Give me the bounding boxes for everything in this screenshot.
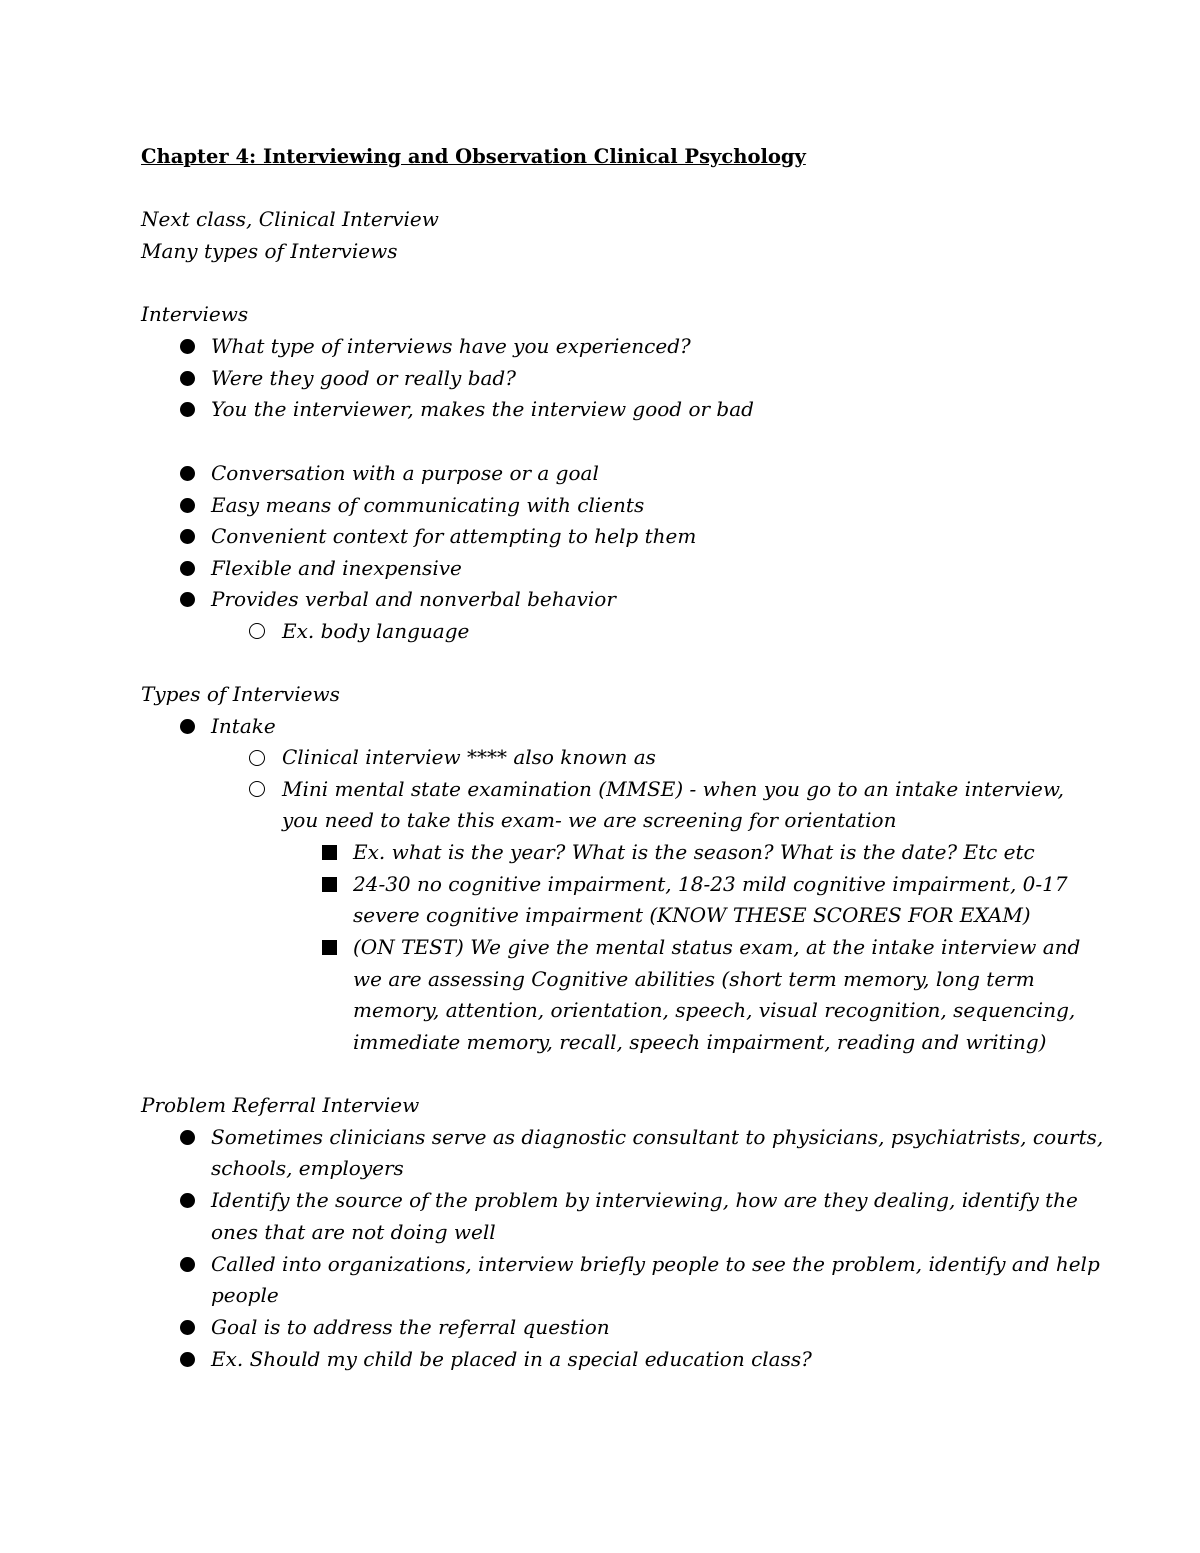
bullet-disc-icon <box>180 1320 195 1335</box>
list-item: Goal is to address the referral question <box>211 1315 610 1339</box>
intro-line: Next class, Clinical Interview <box>141 207 439 231</box>
bullet-disc-icon <box>180 719 195 734</box>
sub-sub-list-item: 24-30 no cognitive impairment, 18-23 mild cognitive impairment, 0-17 <box>353 872 1068 896</box>
bullet-disc-icon <box>180 466 195 481</box>
sub-list-item: Mini mental state examination (MMSE) - when you go to an intake interview, <box>282 777 1064 801</box>
list-item: Conversation with a purpose or a goal <box>211 461 599 485</box>
bullet-square-icon <box>322 845 337 860</box>
bullet-disc-icon <box>180 561 195 576</box>
list-item-continuation: schools, employers <box>211 1156 404 1180</box>
list-item: Were they good or really bad? <box>211 366 516 390</box>
bullet-circle-icon <box>249 750 265 766</box>
sub-list-item: Ex. body language <box>282 619 470 643</box>
section-heading-referral: Problem Referral Interview <box>141 1093 420 1117</box>
sub-sub-list-item-continuation: immediate memory, recall, speech impairment, reading and writing) <box>353 1030 1047 1054</box>
list-item: Identify the source of the problem by interviewing, how are they dealing, identify the <box>211 1188 1078 1212</box>
sub-sub-list-item-continuation: memory, attention, orientation, speech, visual recognition, sequencing, <box>353 998 1076 1022</box>
list-item: Ex. Should my child be placed in a special education class? <box>211 1347 812 1371</box>
bullet-disc-icon <box>180 339 195 354</box>
list-item: Easy means of communicating with clients <box>211 493 645 517</box>
bullet-disc-icon <box>180 1130 195 1145</box>
sub-sub-list-item-continuation: we are assessing Cognitive abilities (short term memory, long term <box>353 967 1035 991</box>
page-title: Chapter 4: Interviewing and Observation Clinical Psychology <box>141 145 806 168</box>
list-item: Convenient context for attempting to help them <box>211 524 697 548</box>
bullet-disc-icon <box>180 1193 195 1208</box>
list-item-continuation: ones that are not doing well <box>211 1220 496 1244</box>
bullet-disc-icon <box>180 592 195 607</box>
intro-line: Many types of Interviews <box>141 239 398 263</box>
sub-sub-list-item: Ex. what is the year? What is the season? What is the date? Etc etc <box>353 840 1035 864</box>
bullet-disc-icon <box>180 498 195 513</box>
bullet-circle-icon <box>249 781 265 797</box>
list-item: You the interviewer, makes the interview good or bad <box>211 397 754 421</box>
bullet-square-icon <box>322 877 337 892</box>
list-item: Sometimes clinicians serve as diagnostic consultant to physicians, psychiatrists, courts, <box>211 1125 1104 1149</box>
bullet-disc-icon <box>180 371 195 386</box>
sub-sub-list-item-continuation: severe cognitive impairment (KNOW THESE SCORES FOR EXAM) <box>353 903 1031 927</box>
bullet-disc-icon <box>180 1352 195 1367</box>
sub-list-item-continuation: you need to take this exam- we are screening for orientation <box>282 808 897 832</box>
bullet-disc-icon <box>180 529 195 544</box>
list-item: Called into organizations, interview briefly people to see the problem, identify and help <box>211 1252 1100 1276</box>
bullet-square-icon <box>322 940 337 955</box>
section-heading-types: Types of Interviews <box>141 682 340 706</box>
list-item: Flexible and inexpensive <box>211 556 462 580</box>
sub-list-item: Clinical interview **** also known as <box>282 745 656 769</box>
list-item: Intake <box>211 714 276 738</box>
section-heading-interviews: Interviews <box>141 302 249 326</box>
sub-sub-list-item: (ON TEST) We give the mental status exam, at the intake interview and <box>353 935 1081 959</box>
list-item: What type of interviews have you experienced? <box>211 334 691 358</box>
list-item-continuation: people <box>211 1283 279 1307</box>
bullet-disc-icon <box>180 402 195 417</box>
bullet-circle-icon <box>249 623 265 639</box>
list-item: Provides verbal and nonverbal behavior <box>211 587 616 611</box>
bullet-disc-icon <box>180 1257 195 1272</box>
